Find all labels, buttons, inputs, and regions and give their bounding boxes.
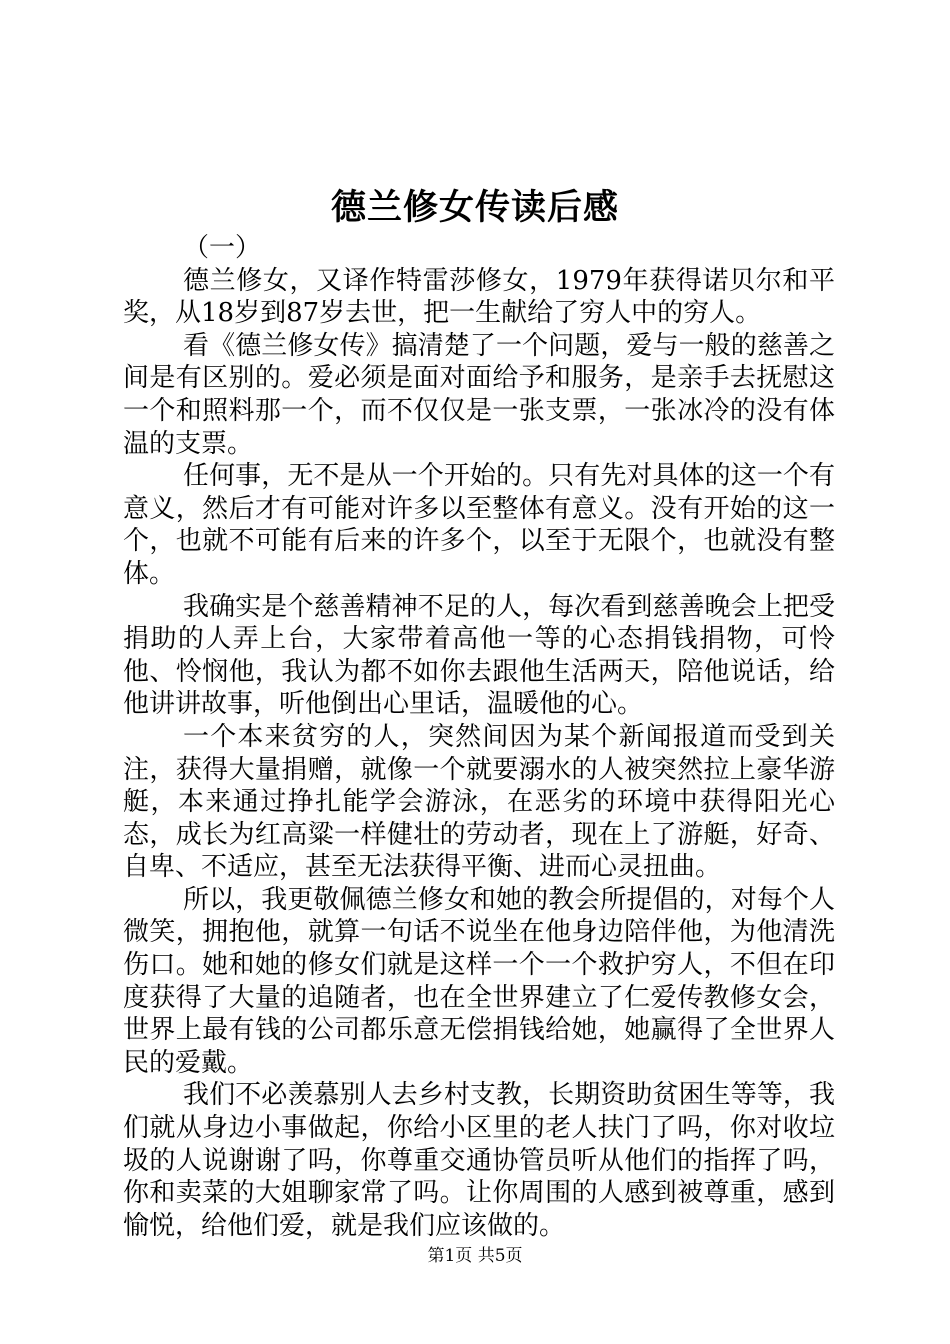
paragraph-3: 任何事，无不是从一个开始的。只有先对具体的这一个有意义，然后才有可能对许多以至整体有意义。没有开始的这一个，也就不可能有后来的许多个，以至于无限个，也就没有整体。 <box>123 461 835 589</box>
paragraph-7: 我们不必羡慕别人去乡村支教，长期资助贫困生等等，我们就从身边小事做起，你给小区里的老人扶门了吗，你对收垃圾的人说谢谢了吗，你尊重交通协管员听从他们的指挥了吗，你和卖菜的大姐聊家常了吗。让你周围的人感到被尊重，感到愉悦，给他们爱，就是我们应该做的。 <box>123 1080 835 1241</box>
section-mark: （一） <box>183 233 262 263</box>
paragraph-1: 德兰修女，又译作特雷莎修女，1979年获得诺贝尔和平奖，从18岁到87岁去世，把一生献给了穷人中的穷人。 <box>123 265 835 329</box>
document-title: 德兰修女传读后感 <box>330 187 619 228</box>
document-body <box>123 232 835 1242</box>
paragraph-5: 一个本来贫穷的人，突然间因为某个新闻报道而受到关注，获得大量捐赠，就像一个就要溺水的人被突然拉上豪华游艇，本来通过挣扎能学会游泳，在恶劣的环境中获得阳光心态，成长为红高粱一样健壮的劳动者，现在上了游艇，好奇、自卑、不适应，甚至无法获得平衡、进而心灵扭曲。 <box>123 721 835 883</box>
page-number-footer: 第1页 共5页 <box>427 1246 523 1266</box>
paragraph-2: 看《德兰修女传》搞清楚了一个问题，爱与一般的慈善之间是有区别的。爱必须是面对面给予和服务，是亲手去抚慰这一个和照料那一个，而不仅仅是一张支票，一张冰冷的没有体温的支票。 <box>123 330 835 459</box>
paragraph-6: 所以，我更敬佩德兰修女和她的教会所提倡的，对每个人微笑，拥抱他，就算一句话不说坐在他身边陪伴他，为他清洗伤口。她和她的修女们就是这样一个一个救护穷人，不但在印度获得了大量的追随者，也在全世界建立了仁爱传教修女会，世界上最有钱的公司都乐意无偿捐钱给她，她赢得了全世界人民的爱戴。 <box>123 884 835 1078</box>
paragraph-4: 我确实是个慈善精神不足的人，每次看到慈善晚会上把受捐助的人弄上台，大家带着高他一等的心态捐钱捐物，可怜他、怜悯他，我认为都不如你去跟他生活两天，陪他说话，给他讲讲故事，听他倒出心里话，温暖他的心。 <box>123 591 835 720</box>
